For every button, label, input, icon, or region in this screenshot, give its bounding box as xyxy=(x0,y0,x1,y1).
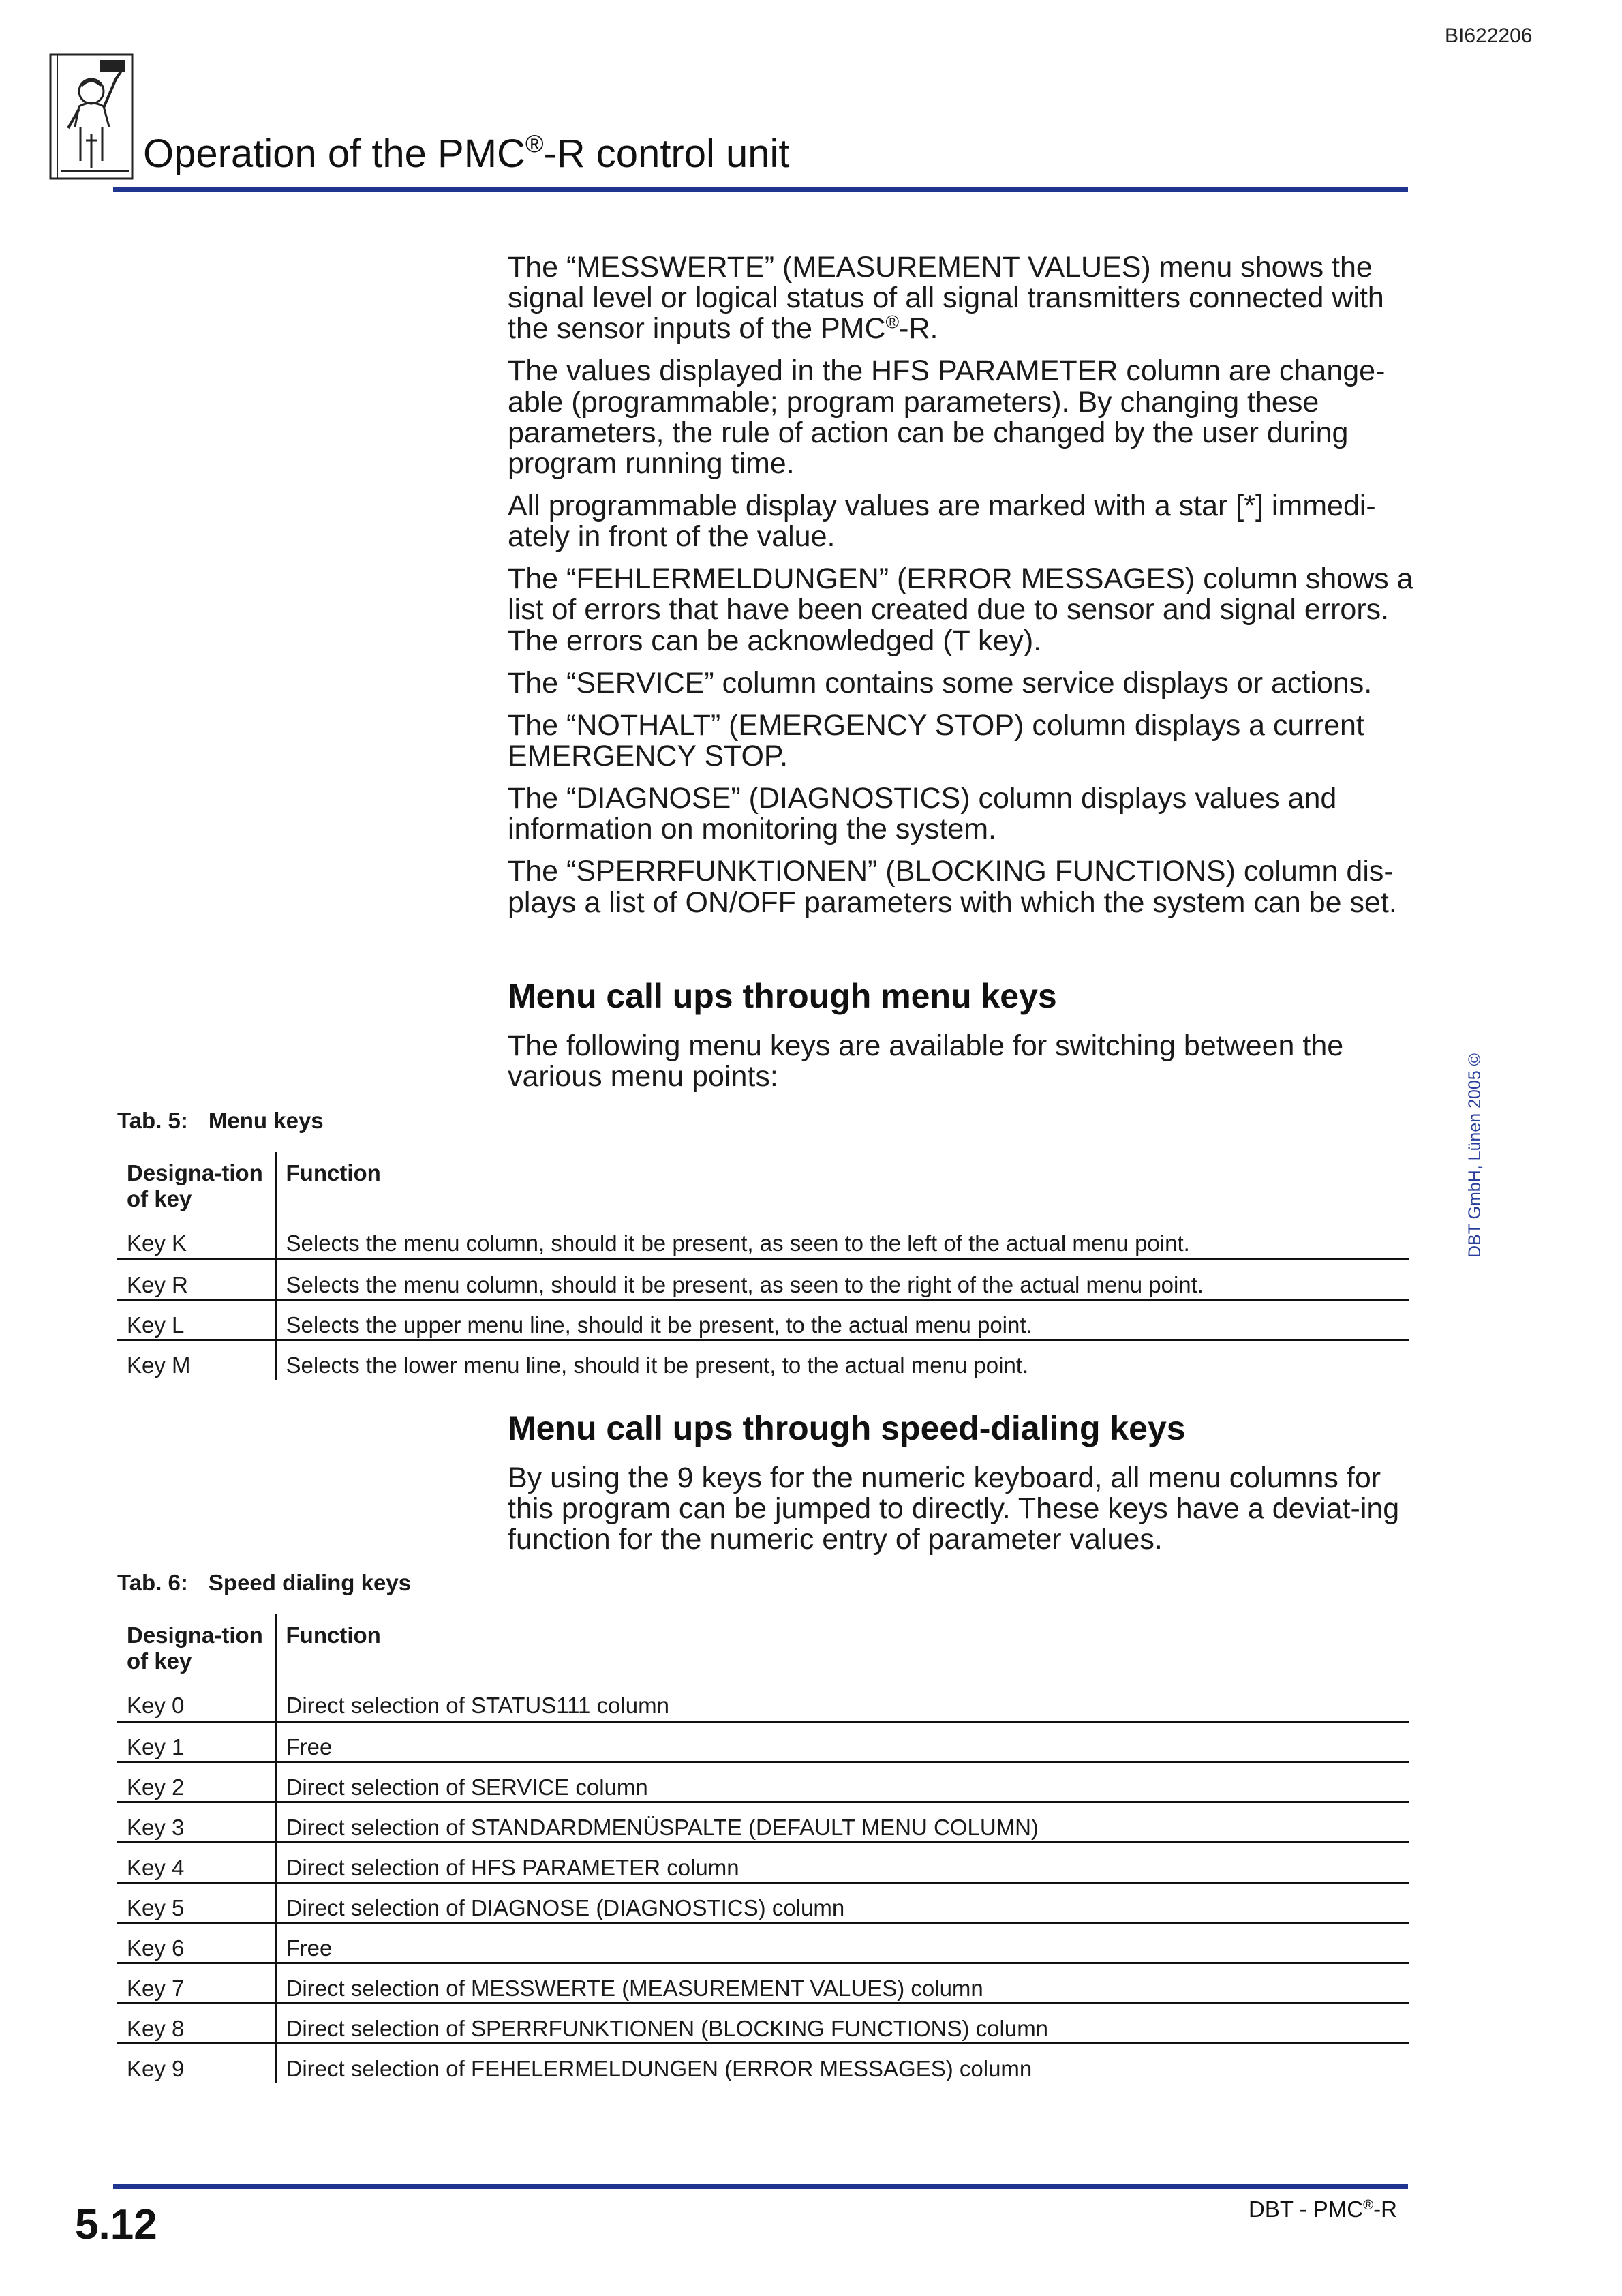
table-row xyxy=(117,1762,1409,1802)
function-cell: Direct selection of STATUS111 column xyxy=(286,1693,669,1718)
function-cell: Direct selection of DIAGNOSE (DIAGNOSTICS) column xyxy=(275,1882,1409,1922)
function-cell: Selects the upper menu line, should it be present, to the actual menu point. xyxy=(275,1299,1409,1340)
column-header-function: Function xyxy=(286,1160,381,1185)
table-row xyxy=(117,1259,1409,1299)
table-row xyxy=(117,1963,1409,2003)
key-cell: Key 1 xyxy=(117,1721,275,1762)
function-cell: Selects the lower menu line, should it be present, to the actual menu point. xyxy=(275,1340,1409,1380)
footer-divider xyxy=(113,2184,1408,2189)
key-cell: Key M xyxy=(117,1340,275,1380)
function-cell: Free xyxy=(275,1922,1409,1963)
intro-paragraph: The values displayed in the HFS PARAMETER column are change-able (programmable; program parameters). By changing these parameters, the rule of action can be changed by the user during program running time. xyxy=(508,354,1386,480)
table-row xyxy=(117,1922,1409,1963)
table-row xyxy=(117,1882,1409,1922)
function-cell: Direct selection of SPERRFUNKTIONEN (BLOCKING FUNCTIONS) column xyxy=(275,2003,1409,2043)
footer-title: DBT - PMC®-R xyxy=(1249,2196,1397,2222)
key-cell: Key 6 xyxy=(117,1922,275,1963)
key-cell: Key 7 xyxy=(117,1963,275,2003)
table-row xyxy=(117,1681,1409,1721)
key-cell: Key K xyxy=(117,1219,275,1259)
intro-paragraph: The “SPERRFUNKTIONEN” (BLOCKING FUNCTIONS) column dis-plays a list of ON/OFF parameters with which the system can be set. xyxy=(508,855,1397,919)
column-header-function: Function xyxy=(286,1622,381,1648)
key-cell: Key R xyxy=(117,1259,275,1299)
key-cell: Key 8 xyxy=(117,2003,275,2043)
function-cell: Selects the menu column, should it be present, as seen to the right of the actual menu point. xyxy=(275,1259,1409,1299)
intro-paragraph: The “SERVICE” column contains some service displays or actions. xyxy=(508,666,1373,699)
start-operator-icon xyxy=(48,52,136,181)
intro-paragraph: The “MESSWERTE” (MEASUREMENT VALUES) menu shows the signal level or logical status of all signal transmitters connected with the sensor inputs of the PMC®-R. xyxy=(508,251,1384,346)
function-cell: Direct selection of SERVICE column xyxy=(275,1762,1409,1802)
function-cell: Direct selection of HFS PARAMETER column xyxy=(275,1842,1409,1882)
key-cell: Key 2 xyxy=(117,1762,275,1802)
key-cell: Key 9 xyxy=(117,2043,275,2083)
key-cell: Key 4 xyxy=(117,1842,275,1882)
header-divider xyxy=(113,187,1408,192)
section-text-speed-keys: By using the 9 keys for the numeric keyboard, all menu columns for this program can be jumped to directly. These keys have a deviat-ing function for the numeric entry of parameter values. xyxy=(508,1462,1400,1556)
speed-dialing-keys-table xyxy=(117,1614,1409,2083)
function-cell: Free xyxy=(275,1721,1409,1762)
intro-paragraph: All programmable display values are marked with a star [*] immedi-ately in front of the value. xyxy=(508,489,1376,554)
section-heading-speed-keys: Menu call ups through speed-dialing keys xyxy=(508,1409,1186,1447)
column-header-key: Designa-tion of key xyxy=(117,1152,275,1219)
table-header-row xyxy=(117,1614,1409,1681)
table-row xyxy=(117,1299,1409,1340)
page-number: 5.12 xyxy=(75,2201,157,2248)
intro-text xyxy=(508,252,1418,930)
intro-paragraph: The “NOTHALT” (EMERGENCY STOP) column displays a current EMERGENCY STOP. xyxy=(508,708,1364,772)
function-cell: Direct selection of FEHELERMELDUNGEN (ERROR MESSAGES) column xyxy=(275,2043,1409,2083)
table-caption-speed-keys: Tab. 6: Speed dialing keys xyxy=(117,1570,412,1595)
intro-paragraph: The “FEHLERMELDUNGEN” (ERROR MESSAGES) column shows a list of errors that have been created due to sensor and signal errors. The errors can be acknowledged (T key). xyxy=(508,562,1413,657)
function-cell: Direct selection of MESSWERTE (MEASUREMENT VALUES) column xyxy=(275,1963,1409,2003)
document-id: BI622206 xyxy=(1445,25,1533,47)
table-header-row xyxy=(117,1152,1409,1219)
table-row xyxy=(117,1219,1409,1259)
page-title: Operation of the PMC®-R control unit xyxy=(143,130,790,176)
key-cell: Key 0 xyxy=(117,1681,275,1721)
table-row xyxy=(117,1842,1409,1882)
section-text-menu-keys: The following menu keys are available for switching between the various menu points: xyxy=(508,1029,1344,1093)
key-cell: Key 5 xyxy=(117,1882,275,1922)
section-heading-menu-keys: Menu call ups through menu keys xyxy=(508,977,1057,1015)
table-row xyxy=(117,1802,1409,1842)
menu-keys-table xyxy=(117,1152,1409,1380)
function-cell: Direct selection of STANDARDMENÜSPALTE (DEFAULT MENU COLUMN) xyxy=(275,1802,1409,1842)
function-cell: Selects the menu column, should it be present, as seen to the left of the actual menu point. xyxy=(286,1230,1190,1256)
table-row xyxy=(117,2003,1409,2043)
table-caption-menu-keys: Tab. 5: Menu keys xyxy=(117,1108,324,1133)
table-row xyxy=(117,1721,1409,1762)
table-row xyxy=(117,2043,1409,2083)
key-cell: Key L xyxy=(117,1299,275,1340)
table-row xyxy=(117,1340,1409,1380)
column-header-key: Designa-tion of key xyxy=(117,1614,275,1681)
key-cell: Key 3 xyxy=(117,1802,275,1842)
intro-paragraph: The “DIAGNOSE” (DIAGNOSTICS) column displays values and information on monitoring the system. xyxy=(508,782,1337,846)
copyright-notice: DBT GmbH, Lünen 2005 © xyxy=(1465,1053,1484,1258)
